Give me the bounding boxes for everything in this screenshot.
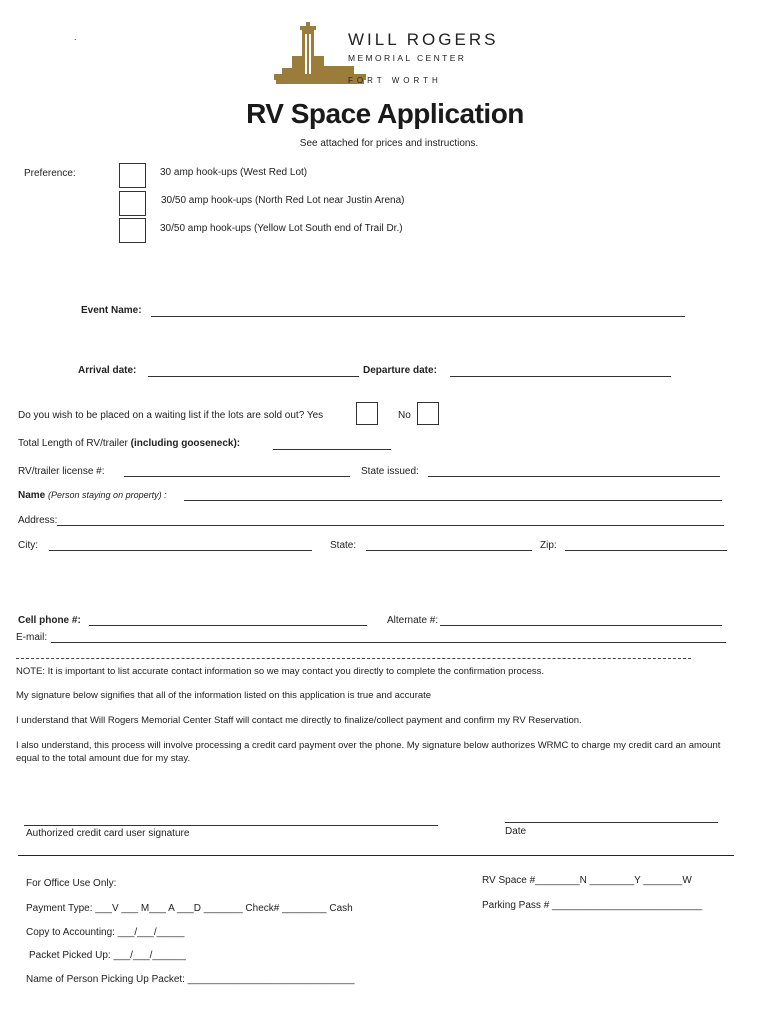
name-picking-up-field: Name of Person Picking Up Packet: ______________________________ [26,974,355,985]
license-label: RV/trailer license #: [18,466,105,477]
arrival-date-label: Arrival date: [78,365,137,376]
zip-field[interactable] [565,550,727,551]
total-length-qualifier: (including gooseneck): [130,438,241,449]
city-label: City: [18,540,38,551]
logo-line-3: FORT WORTH [348,76,442,85]
preference-option-1: 30 amp hook-ups (West Red Lot) [160,167,308,178]
name-hint: (Person staying on property) : [48,490,167,500]
departure-date-field[interactable] [450,376,671,377]
logo-line-2: MEMORIAL CENTER [348,53,467,63]
logo-line-1: WILL ROGERS [348,30,499,49]
packet-picked-up-field: Packet Picked Up: ___/___/______ [29,950,186,961]
note-text: NOTE: It is important to list accurate contact information so we may contact you directly to complete the confirmation process. [16,666,544,677]
arrival-date-field[interactable] [148,376,359,377]
preference-option-2: 30/50 amp hook-ups (North Red Lot near Justin Arena) [161,195,405,206]
alternate-phone-field[interactable] [440,625,722,626]
staff-statement: I understand that Will Rogers Memorial Center Staff will contact me directly to finalize/collect payment and confirm my RV Reservation. [16,715,582,726]
email-label: E-mail: [16,632,48,643]
rv-space-field: RV Space #________N ________Y _______W [482,875,692,886]
zip-label: Zip: [540,540,557,551]
email-continuation-line[interactable] [16,658,691,659]
waiting-list-question: Do you wish to be placed on a waiting list if the lots are sold out? Yes [18,410,324,421]
event-name-label: Event Name: [81,305,142,316]
license-field[interactable] [124,476,350,477]
date-line[interactable] [505,822,718,823]
cell-phone-field[interactable] [89,625,367,626]
section-divider [18,855,734,856]
total-length-label [18,438,240,449]
total-length-prefix: Total Length of RV/trailer [18,438,128,449]
address-field[interactable] [57,525,724,526]
signature-caption: Authorized credit card user signature [26,828,190,839]
preference-checkbox-west-red[interactable] [119,163,146,188]
waiting-list-no-label: No [398,410,411,421]
state-label: State: [330,540,357,551]
email-field[interactable] [51,642,726,643]
cell-phone-label: Cell phone #: [18,615,81,626]
state-issued-label: State issued: [361,466,419,477]
event-name-field[interactable] [151,316,685,317]
state-field[interactable] [366,550,532,551]
waiting-list-no-checkbox[interactable] [417,402,439,425]
preference-checkbox-yellow[interactable] [119,218,146,243]
date-caption: Date [505,826,527,837]
state-issued-field[interactable] [428,476,720,477]
name-field[interactable] [184,500,722,501]
credit-card-statement: I also understand, this process will involve processing a credit card payment over the phone. My signature below authorizes WRMC to charge my credit card an amount equal to the total amount due for my stay. [16,740,721,764]
stray-dot: . [74,32,77,42]
parking-pass-field: Parking Pass # ___________________________ [482,900,703,911]
will-rogers-logo [262,16,520,98]
address-label: Address: [18,515,58,526]
preference-checkbox-north-red[interactable] [119,191,146,216]
payment-type-field: Payment Type: ___V ___ M___ A ___D _______ Check# ________ Cash [26,903,353,914]
alternate-phone-label: Alternate #: [387,615,439,626]
page-title: RV Space Application [246,98,524,129]
preference-label: Preference: [24,168,76,179]
departure-date-label: Departure date: [363,365,437,376]
name-label-group [18,490,167,501]
total-length-field[interactable] [273,449,391,450]
preference-option-3: 30/50 amp hook-ups (Yellow Lot South end of Trail Dr.) [160,223,403,234]
page-subtitle: See attached for prices and instructions. [299,138,479,149]
signature-statement: My signature below signifies that all of the information listed on this application is true and accurate [16,690,432,701]
name-label: Name [18,490,46,501]
signature-line[interactable] [24,825,438,826]
city-field[interactable] [49,550,312,551]
waiting-list-yes-checkbox[interactable] [356,402,378,425]
copy-to-accounting-field: Copy to Accounting: ___/___/_____ [26,927,185,938]
office-use-heading: For Office Use Only: [26,878,117,889]
